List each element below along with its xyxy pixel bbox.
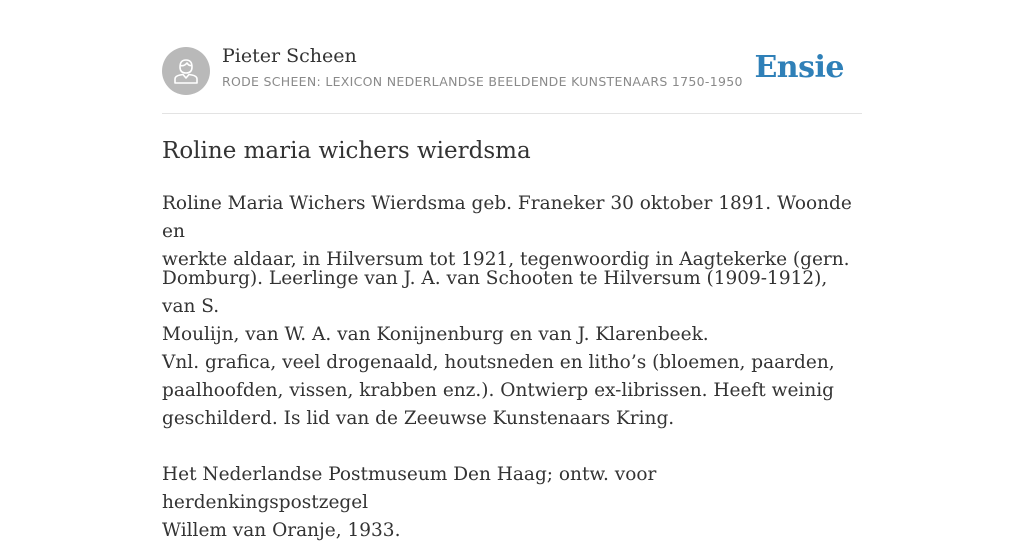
paragraph-line: Domburg). Leerlinge van J. A. van Schooten te Hilversum (1909-1912), van S. <box>162 268 828 317</box>
paragraph-line: Roline Maria Wichers Wierdsma geb. Franeker 30 oktober 1891. Woonde en <box>162 193 852 242</box>
paragraph-line: paalhoofden, vissen, krabben enz.). Ontwierp ex-librissen. Heeft weinig <box>162 380 834 401</box>
paragraph-line: Willem van Oranje, 1933. <box>162 520 401 541</box>
article-title: Roline maria wichers wierdsma <box>162 138 531 164</box>
paragraph-line: Het Nederlandse Postmuseum Den Haag; ontw. voor herdenkingspostzegel <box>162 464 657 513</box>
paragraph-education <box>162 265 862 349</box>
paragraph-collection <box>162 461 862 545</box>
ensie-logo[interactable]: Ensie <box>754 50 844 85</box>
author-name[interactable]: Pieter Scheen <box>222 45 357 67</box>
paragraph-line: geschilderd. Is lid van de Zeeuwse Kunstenaars Kring. <box>162 408 675 429</box>
author-source[interactable]: RODE SCHEEN: LEXICON NEDERLANDSE BEELDENDE KUNSTENAARS 1750-1950 <box>222 74 743 89</box>
user-icon <box>171 56 201 86</box>
page <box>162 0 862 541</box>
paragraph-biography <box>162 190 862 274</box>
paragraph-line: Moulijn, van W. A. van Konijnenburg en van J. Klarenbeek. <box>162 324 709 345</box>
paragraph-line: werkte aldaar, in Hilversum tot 1921, tegenwoordig in Aagtekerke (gern. <box>162 249 850 270</box>
article-header <box>162 0 862 114</box>
avatar[interactable] <box>162 47 210 95</box>
paragraph-line: Vnl. grafica, veel drogenaald, houtsneden en litho’s (bloemen, paarden, <box>162 352 835 373</box>
paragraph-work <box>162 349 835 433</box>
